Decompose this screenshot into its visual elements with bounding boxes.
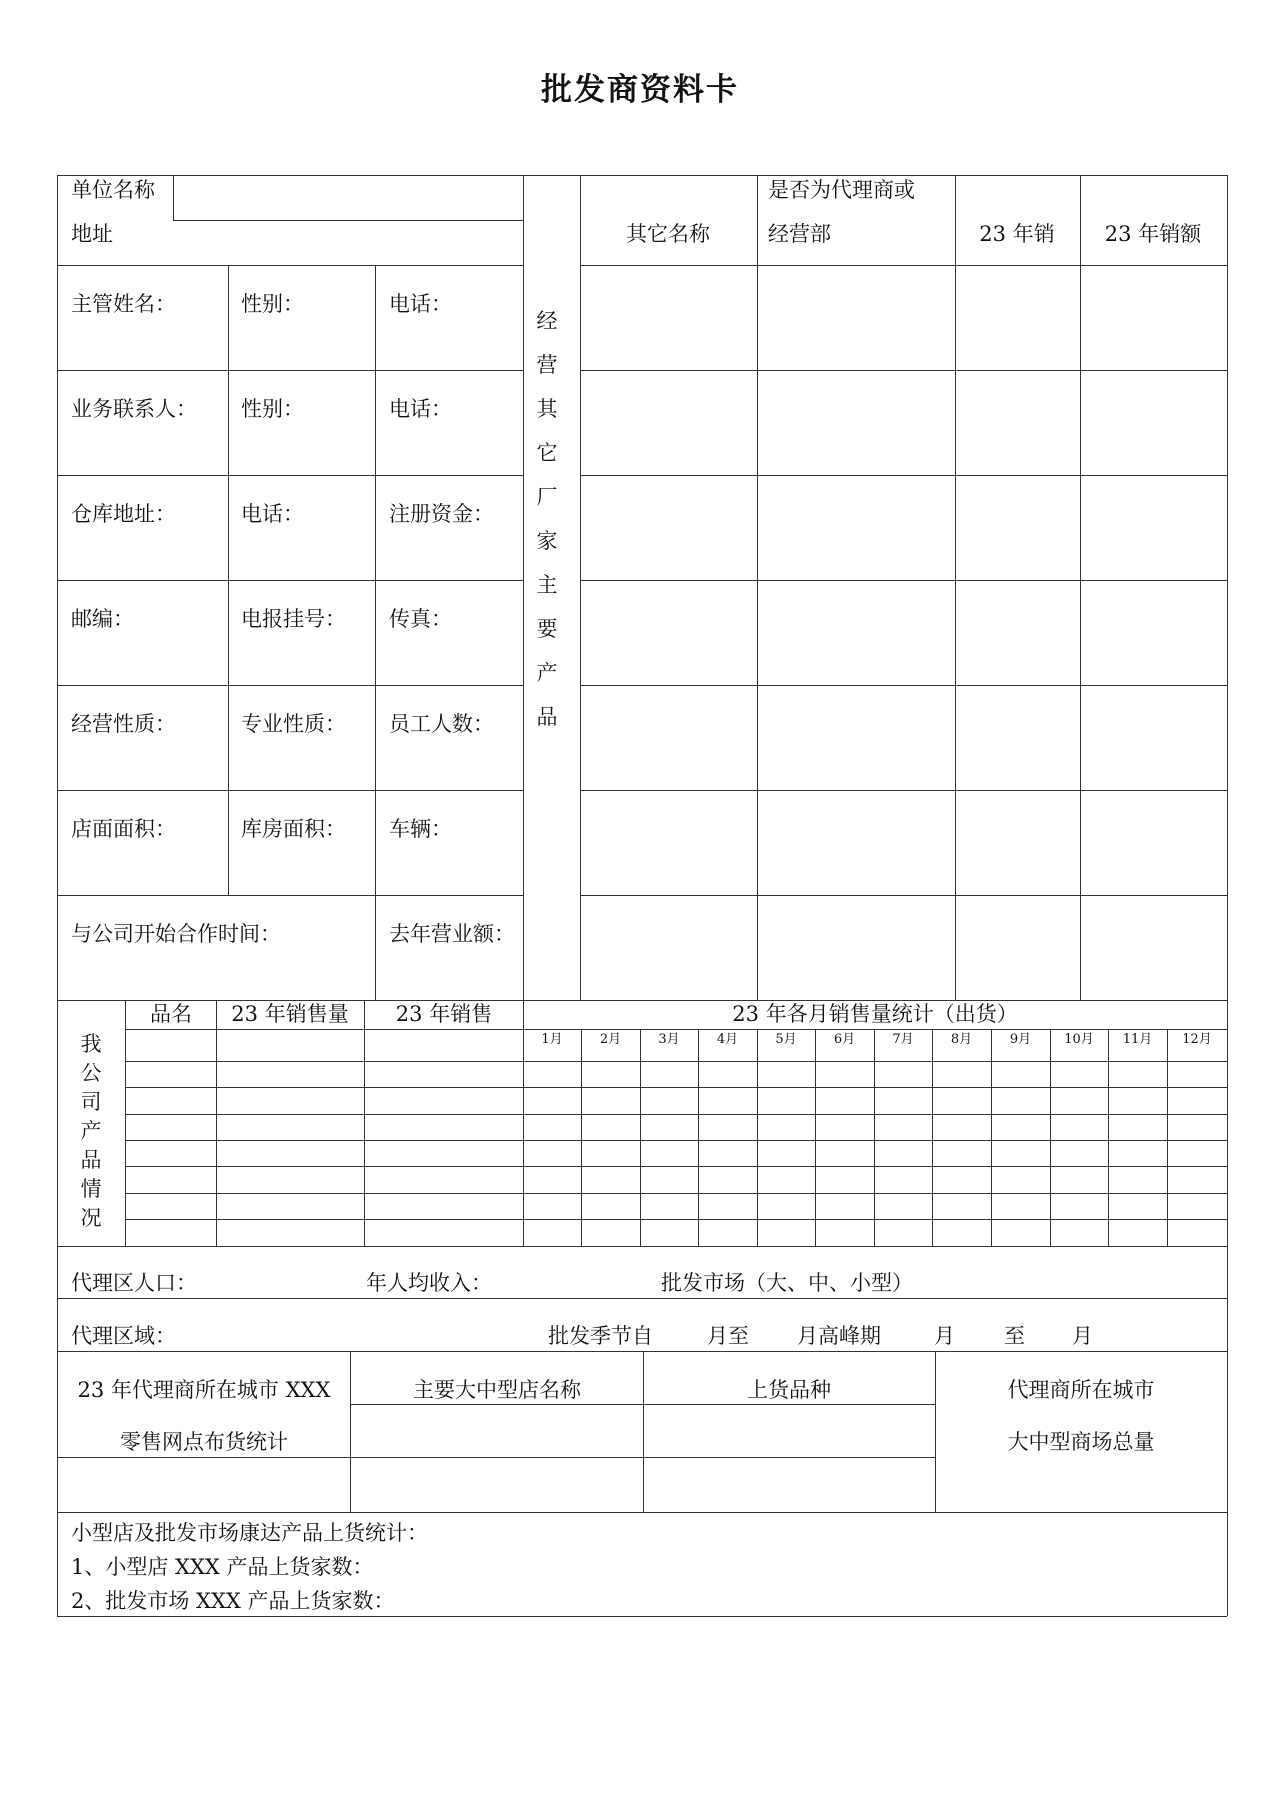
table-row (125, 1140, 1227, 1141)
postal-field-1-label: 邮编： (71, 607, 134, 631)
company-products-vertical-label: 公 (80, 1061, 102, 1085)
peak-to-label: 至 (1004, 1324, 1025, 1348)
table-rule (580, 370, 1227, 371)
table-rule (57, 685, 523, 686)
is-agent-header-line2: 经营部 (768, 222, 831, 246)
table-rule (57, 580, 523, 581)
table-rule (57, 265, 523, 266)
sales-volume-23-header: 23 年销售量 (231, 1002, 349, 1026)
other-products-vertical-label: 经 (536, 309, 558, 333)
company-products-vertical-label: 情 (80, 1177, 102, 1201)
manager-field-3-label: 电话： (389, 292, 452, 316)
company-products-vertical-label: 司 (80, 1090, 102, 1114)
other-products-vertical-label: 营 (536, 353, 558, 377)
table-rule (523, 1000, 524, 1246)
contact-field-3-label: 电话： (389, 397, 452, 421)
table-rule (125, 1000, 126, 1246)
retail-stats-line1: 23 年代理商所在城市 XXX (77, 1378, 331, 1402)
table-rule (57, 1000, 1227, 1001)
sales-23-header: 23 年销售 (395, 1002, 493, 1026)
contact-field-1-label: 业务联系人： (71, 397, 197, 421)
table-rule (173, 220, 523, 221)
contact-field-2-label: 性别： (241, 397, 304, 421)
manager-field-1-label: 主管姓名： (71, 292, 176, 316)
table-left-border (57, 175, 58, 1616)
warehouse-field-1-label: 仓库地址： (71, 502, 176, 526)
other-products-vertical-label: 厂 (536, 485, 558, 509)
peak-month-end-label: 月 (1072, 1324, 1093, 1348)
table-rule (874, 1029, 875, 1246)
table-rule (698, 1029, 699, 1246)
other-products-vertical-label: 要 (536, 617, 558, 641)
monthly-sales-title: 23 年各月销售量统计（出货） (732, 1002, 1018, 1026)
other-products-vertical-label: 家 (536, 529, 558, 553)
other-products-vertical-label: 品 (536, 705, 558, 729)
business-field-1-label: 经营性质： (71, 712, 176, 736)
business-field-2-label: 专业性质： (241, 712, 346, 736)
table-rule (580, 475, 1227, 476)
company-products-vertical-label: 我 (80, 1032, 102, 1056)
company-products-vertical-label: 产 (80, 1119, 102, 1143)
peak-month-label: 月 (934, 1324, 955, 1348)
month-header-5: 5月 (775, 1032, 797, 1047)
other-products-vertical-label: 产 (536, 661, 558, 685)
month-header-3: 3月 (658, 1032, 680, 1047)
business-field-3-label: 员工人数： (389, 712, 494, 736)
table-rule (815, 1029, 816, 1246)
other-products-vertical-label: 主 (536, 573, 558, 597)
table-rule (955, 175, 956, 1000)
table-rule (57, 895, 523, 896)
month-header-12: 12月 (1182, 1032, 1212, 1047)
area-field-3-label: 车辆： (389, 817, 452, 841)
postal-field-2-label: 电报挂号： (241, 607, 346, 631)
unit-name-label: 单位名称 (71, 178, 155, 202)
table-rule (1080, 175, 1081, 1000)
table-rule (57, 790, 523, 791)
area-field-1-label: 店面面积： (71, 817, 176, 841)
page-title: 批发商资料卡 (541, 72, 739, 108)
population-label: 代理区人口： (71, 1271, 197, 1295)
wholesale-market-label: 批发市场（大、中、小型） (661, 1271, 913, 1295)
mall-total-line1: 代理商所在城市 (1007, 1378, 1155, 1402)
table-row (125, 1193, 1227, 1194)
table-rule (523, 175, 524, 1000)
table-rule (350, 1351, 351, 1512)
table-rule (580, 895, 1227, 896)
major-store-names-header: 主要大中型店名称 (413, 1378, 581, 1402)
table-rule (57, 370, 523, 371)
table-rule (580, 265, 1227, 266)
month-header-11: 11月 (1122, 1032, 1153, 1047)
other-name-header: 其它名称 (626, 222, 710, 246)
other-products-vertical-label: 它 (536, 441, 558, 465)
table-top-border (57, 175, 1227, 176)
cooperation-time-label: 与公司开始合作时间： (71, 922, 281, 946)
table-right-border (1227, 175, 1228, 1616)
table-rule (125, 1029, 1227, 1030)
postal-field-3-label: 传真： (389, 607, 452, 631)
other-products-vertical-label: 其 (536, 397, 558, 421)
month-header-9: 9月 (1009, 1032, 1032, 1047)
company-products-vertical-label: 品 (80, 1148, 102, 1172)
table-rule (57, 475, 523, 476)
manager-field-2-label: 性别： (241, 292, 304, 316)
table-rule (991, 1029, 992, 1246)
small-stores-title: 小型店及批发市场康达产品上货统计： (71, 1521, 428, 1545)
table-rule (757, 175, 758, 1000)
table-rule (375, 265, 376, 1000)
table-rule (580, 580, 1227, 581)
month-header-7: 7月 (892, 1032, 914, 1047)
month-header-4: 4月 (716, 1032, 739, 1047)
table-rule (580, 790, 1227, 791)
table-rule (57, 1457, 935, 1458)
income-label: 年人均收入： (366, 1271, 492, 1295)
table-rule (364, 1000, 365, 1246)
mall-total-line2: 大中型商场总量 (1007, 1430, 1155, 1454)
table-row (125, 1061, 1227, 1062)
last-year-revenue-label: 去年营业额： (389, 922, 515, 946)
month-header-8: 8月 (950, 1032, 973, 1047)
table-row (125, 1166, 1227, 1167)
table-rule (228, 265, 229, 895)
warehouse-field-3-label: 注册资金： (389, 502, 494, 526)
table-rule (1108, 1029, 1109, 1246)
month-header-6: 6月 (833, 1032, 856, 1047)
sales-23-header: 23 年销 (979, 222, 1055, 246)
small-stores-item-2: 2、批发市场 XXX 产品上货家数： (71, 1589, 395, 1613)
table-rule (581, 1029, 582, 1246)
table-rule (57, 1298, 1227, 1299)
sales-amount-23-header: 23 年销额 (1104, 222, 1202, 246)
product-name-header: 品名 (150, 1002, 192, 1026)
table-rule (580, 685, 1227, 686)
table-rule (1050, 1029, 1051, 1246)
table-rule (935, 1351, 936, 1512)
month-header-1: 1月 (541, 1032, 563, 1047)
season-from-label: 批发季节自 (548, 1324, 653, 1348)
table-rule (57, 1246, 1227, 1247)
table-row (125, 1219, 1227, 1220)
table-row (125, 1087, 1227, 1088)
company-products-vertical-label: 况 (80, 1206, 102, 1230)
table-rule (640, 1029, 641, 1246)
address-label: 地址 (71, 222, 113, 246)
table-rule (580, 175, 581, 1000)
warehouse-field-2-label: 电话： (241, 502, 304, 526)
table-rule (1167, 1029, 1168, 1246)
peak-period-label: 月高峰期 (797, 1324, 881, 1348)
month-header-10: 10月 (1064, 1032, 1094, 1047)
table-rule (57, 1351, 1227, 1352)
month-header-2: 2月 (599, 1032, 622, 1047)
table-rule (757, 1029, 758, 1246)
table-bottom-border (57, 1616, 1227, 1617)
table-row (125, 1114, 1227, 1115)
table-rule (932, 1029, 933, 1246)
table-rule (173, 175, 174, 220)
area-field-2-label: 库房面积： (241, 817, 346, 841)
season-month-to-label: 月至 (707, 1324, 749, 1348)
table-rule (643, 1351, 644, 1512)
agent-area-label: 代理区域： (71, 1324, 176, 1348)
product-types-header: 上货品种 (747, 1378, 831, 1402)
is-agent-header-line1: 是否为代理商或 (768, 178, 915, 202)
table-rule (57, 1512, 1227, 1513)
table-rule (216, 1000, 217, 1246)
retail-stats-line2: 零售网点布货统计 (120, 1430, 288, 1454)
small-stores-item-1: 1、小型店 XXX 产品上货家数： (71, 1555, 374, 1579)
